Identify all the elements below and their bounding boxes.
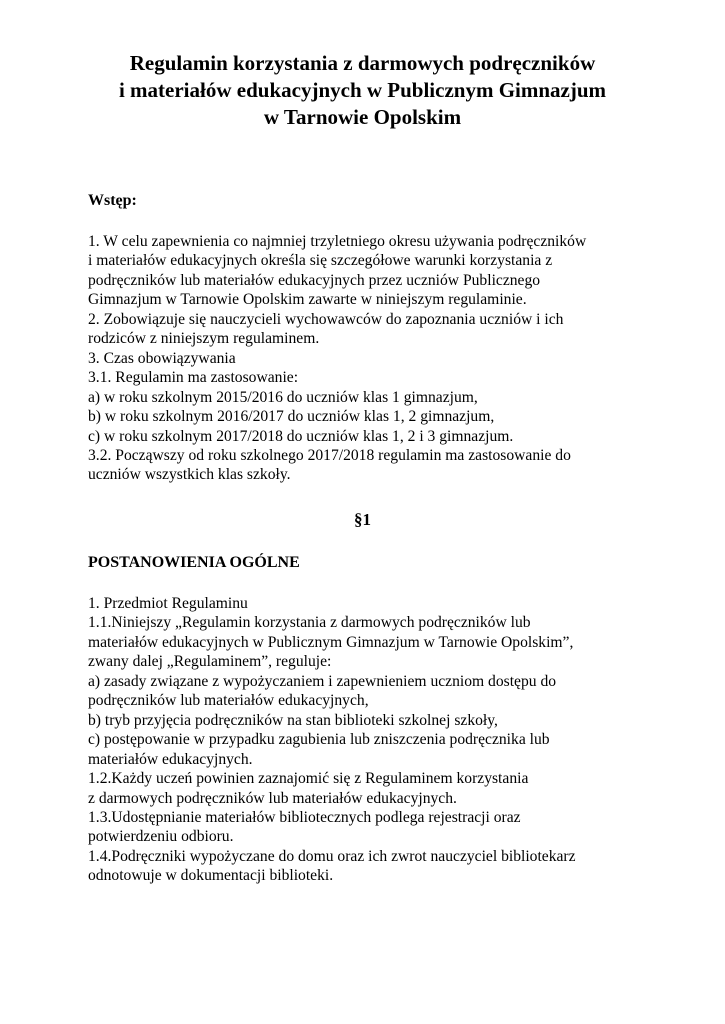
text-line: a) w roku szkolnym 2015/2016 do uczniów klas 1 gimnazjum, [88, 388, 478, 406]
title-line: i materiałów edukacyjnych w Publicznym Gimnazjum [118, 78, 607, 102]
text-line: z darmowych podręczników lub materiałów edukacyjnych. [88, 789, 457, 807]
text-line: c) w roku szkolnym 2017/2018 do uczniów klas 1, 2 i 3 gimnazjum. [88, 427, 514, 445]
text-line: i materiałów edukacyjnych określa się szczegółowe warunki korzystania z [88, 252, 553, 270]
intro-heading: Wstęp: [88, 192, 137, 209]
document-title [60, 50, 665, 131]
text-line: zwany dalej „Regulaminem”, reguluje: [88, 653, 332, 671]
text-line: materiałów edukacyjnych w Publicznym Gimnazjum w Tarnowie Opolskim”, [88, 633, 574, 651]
text-line: 1.3.Udostępnianie materiałów bibliotecznych podlega rejestracji oraz [88, 808, 521, 826]
text-line: 3.2. Począwszy od roku szkolnego 2017/2018 regulamin ma zastosowanie do [88, 446, 571, 464]
title-line: w Tarnowie Opolskim [263, 105, 462, 129]
title-line: Regulamin korzystania z darmowych podręczników [129, 51, 596, 75]
intro-text [88, 232, 678, 485]
text-line: 3.1. Regulamin ma zastosowanie: [88, 369, 299, 387]
text-line: uczniów wszystkich klas szkoły. [88, 466, 291, 484]
text-line: a) zasady związane z wypożyczaniem i zapewnieniem uczniom dostępu do [88, 672, 557, 690]
text-line: 1.4.Podręczniki wypożyczane do domu oraz ich zwrot nauczyciel bibliotekarz [88, 847, 576, 865]
text-line: 1. Przedmiot Regulaminu [88, 595, 248, 612]
text-line: 2. Zobowiązuje się nauczycieli wychowawców do zapoznania uczniów i ich [88, 310, 564, 328]
text-line: materiałów edukacyjnych. [88, 750, 253, 768]
text-line: odnotowuje w dokumentacji biblioteki. [88, 867, 334, 885]
section-heading: POSTANOWIENIA OGÓLNE [88, 554, 300, 571]
text-line: rodziców z niniejszym regulaminem. [88, 330, 320, 348]
text-line: b) w roku szkolnym 2016/2017 do uczniów klas 1, 2 gimnazjum, [88, 408, 495, 426]
text-line: 1. W celu zapewnienia co najmniej trzyletniego okresu używania podręczników [88, 233, 587, 250]
text-line: podręczników lub materiałów edukacyjnych przez uczniów Publicznego [88, 271, 541, 289]
text-line: potwierdzeniu odbioru. [88, 828, 234, 846]
text-line: b) tryb przyjęcia podręczników na stan biblioteki szkolnej szkoły, [88, 711, 498, 729]
text-line: 3. Czas obowiązywania [88, 349, 236, 367]
text-line: Gimnazjum w Tarnowie Opolskim zawarte w niniejszym regulaminie. [88, 291, 527, 309]
section-number: §1 [354, 510, 371, 529]
text-line: podręczników lub materiałów edukacyjnych, [88, 692, 369, 710]
section-text [88, 594, 678, 886]
text-line: 1.2.Każdy uczeń powinien zaznajomić się z Regulaminem korzystania [88, 770, 529, 788]
text-line: c) postępowanie w przypadku zagubienia lub zniszczenia podręcznika lub [88, 731, 550, 749]
text-line: 1.1.Niniejszy „Regulamin korzystania z darmowych podręczników lub [88, 614, 531, 632]
